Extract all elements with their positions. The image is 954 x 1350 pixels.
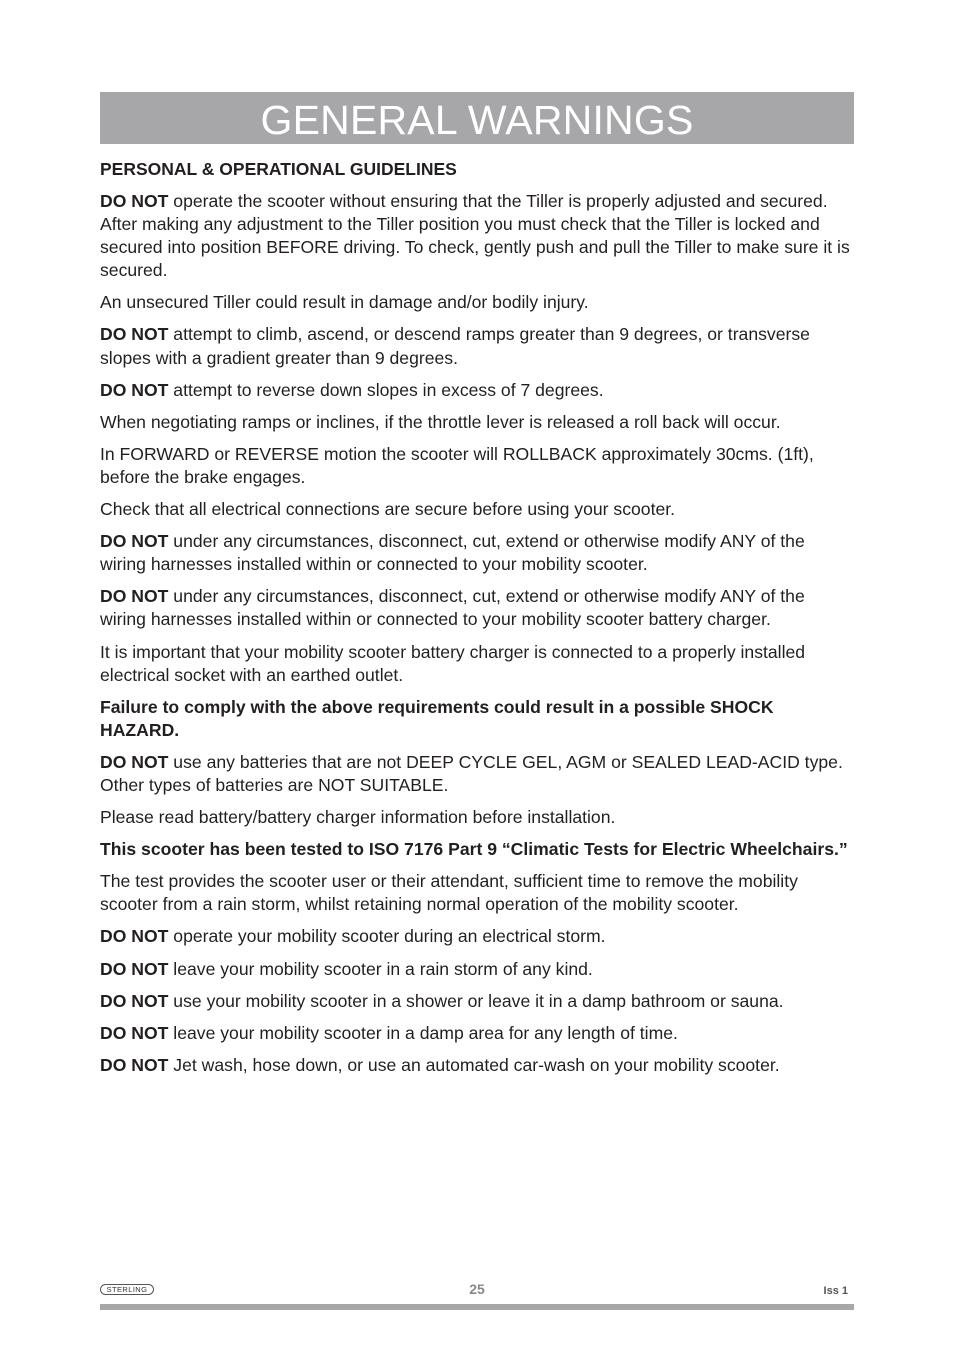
info-paragraph	[100, 498, 854, 521]
paragraph-lead: DO NOT	[100, 379, 169, 400]
paragraph-text: operate your mobility scooter during an electrical storm.	[168, 926, 606, 947]
paragraph-text: An unsecured Tiller could result in damage and/or bodily injury.	[100, 292, 589, 313]
info-paragraph	[100, 443, 854, 489]
paragraph-lead: DO NOT	[100, 531, 169, 552]
paragraph-text: leave your mobility scooter in a rain storm of any kind.	[168, 958, 593, 979]
iso-test-statement	[100, 838, 854, 861]
warning-paragraph	[100, 379, 854, 402]
info-paragraph	[100, 870, 854, 916]
section-heading: PERSONAL & OPERATIONAL GUIDELINES	[100, 159, 457, 179]
warning-paragraph	[100, 323, 854, 369]
paragraph-lead: DO NOT	[100, 1022, 169, 1043]
paragraph-text: under any circumstances, disconnect, cut, extend or otherwise modify ANY of the wiring harnesses installed within or connected to your mobility scooter.	[100, 531, 805, 575]
paragraph-text: use your mobility scooter in a shower or leave it in a damp bathroom or sauna.	[168, 990, 784, 1011]
title-banner	[100, 92, 854, 144]
paragraph-text: Jet wash, hose down, or use an automated car-wash on your mobility scooter.	[168, 1054, 780, 1075]
info-paragraph	[100, 806, 854, 829]
paragraph-text: leave your mobility scooter in a damp area for any length of time.	[168, 1022, 678, 1043]
warning-paragraph	[100, 190, 854, 282]
page-body	[100, 158, 854, 1086]
warning-paragraph	[100, 1022, 854, 1045]
page-title: GENERAL WARNINGS	[260, 97, 694, 143]
paragraph-lead: DO NOT	[100, 926, 169, 947]
paragraph-lead: This scooter has been tested to ISO 7176 Part 9 “Climatic Tests for Electric Wheelchairs.”	[100, 839, 848, 860]
paragraph-text: Please read battery/battery charger information before installation.	[100, 807, 616, 828]
shock-hazard-warning	[100, 696, 854, 742]
paragraph-text: When negotiating ramps or inclines, if the throttle lever is released a roll back will occur.	[100, 411, 781, 432]
paragraph-text: use any batteries that are not DEEP CYCLE GEL, AGM or SEALED LEAD-ACID type. Other types of batteries are NOT SUITABLE.	[100, 751, 843, 795]
paragraph-text: It is important that your mobility scooter battery charger is connected to a properly installed electrical socket with an earthed outlet.	[100, 641, 806, 685]
paragraph-lead: DO NOT	[100, 586, 169, 607]
paragraph-text: attempt to reverse down slopes in excess of 7 degrees.	[168, 379, 604, 400]
info-paragraph	[100, 291, 854, 314]
warning-paragraph	[100, 925, 854, 948]
paragraph-text: The test provides the scooter user or their attendant, sufficient time to remove the mobility scooter from a rain storm, whilst retaining normal operation of the mobility scooter.	[100, 871, 798, 915]
warning-paragraph	[100, 585, 854, 631]
paragraph-lead: DO NOT	[100, 1054, 169, 1075]
paragraph-lead: DO NOT	[100, 324, 169, 345]
paragraph-lead: DO NOT	[100, 958, 169, 979]
paragraph-text: operate the scooter without ensuring that the Tiller is properly adjusted and secured. After making any adjustment to the Tiller position you must check that the Tiller is locked and secured into position BEFORE driving. To check, gently push and pull the Tiller to make sure it is secured.	[100, 191, 850, 281]
paragraph-text: Check that all electrical connections are secure before using your scooter.	[100, 499, 676, 520]
info-paragraph	[100, 641, 854, 687]
footer-divider	[100, 1304, 854, 1310]
warning-paragraph	[100, 751, 854, 797]
page-number: 25	[469, 1281, 485, 1297]
paragraph-lead: DO NOT	[100, 990, 169, 1011]
paragraph-lead: DO NOT	[100, 191, 169, 211]
sterling-logo: STERLING	[100, 1284, 154, 1295]
paragraph-lead: DO NOT	[100, 751, 169, 772]
paragraph-text: In FORWARD or REVERSE motion the scooter will ROLLBACK approximately 30cms. (1ft), before the brake engages.	[100, 443, 814, 487]
paragraph-text: under any circumstances, disconnect, cut, extend or otherwise modify ANY of the wiring harnesses installed within or connected to your mobility scooter battery charger.	[100, 586, 805, 630]
paragraph-lead: Failure to comply with the above requirements could result in a possible SHOCK HAZARD.	[100, 696, 774, 740]
issue-label: Iss 1	[823, 1285, 848, 1297]
warning-paragraph	[100, 958, 854, 981]
info-paragraph	[100, 411, 854, 434]
warning-paragraph	[100, 1054, 854, 1077]
warning-paragraph	[100, 990, 854, 1013]
warning-paragraph	[100, 530, 854, 576]
paragraph-text: attempt to climb, ascend, or descend ramps greater than 9 degrees, or transverse slopes with a gradient greater than 9 degrees.	[100, 324, 810, 368]
